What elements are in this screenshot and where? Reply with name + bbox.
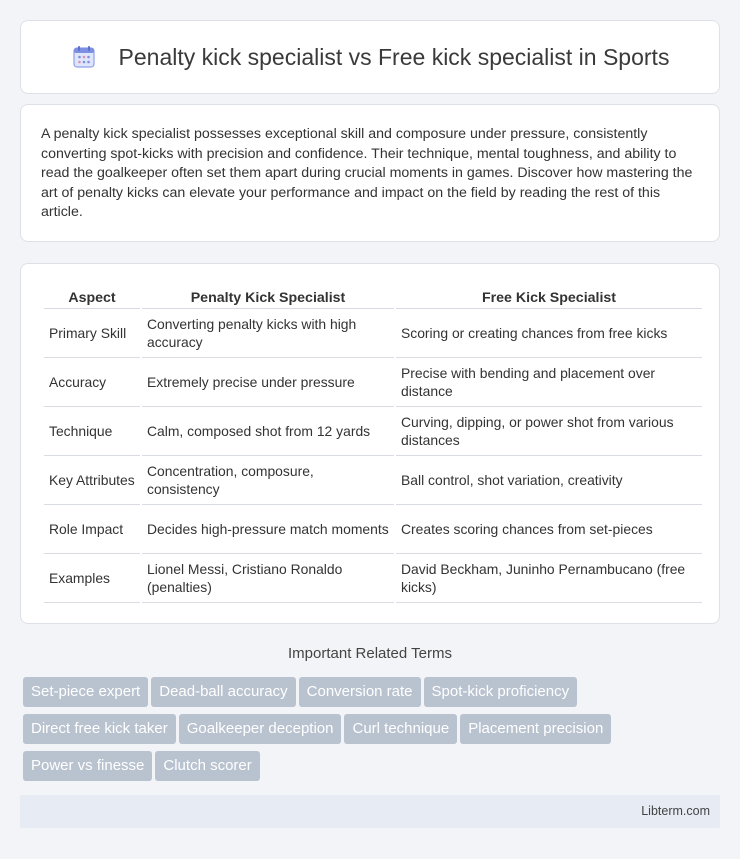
related-term-tag[interactable]: Goalkeeper deception bbox=[179, 714, 342, 744]
table-row bbox=[44, 554, 702, 603]
footer bbox=[20, 795, 720, 828]
column-header-penalty: Penalty Kick Specialist bbox=[142, 288, 394, 309]
table-cell: Role Impact bbox=[44, 505, 140, 554]
intro-text: A penalty kick specialist possesses exceptional skill and composure under pressure, consistently converting spot-kicks with precision and confidence. Their technique, mental toughness, and ability to read the goalkeeper often set them apart during crucial moments in games. Discover how mastering the art of penalty kicks can elevate your performance and impact on the field by reading the rest of this article. bbox=[41, 126, 693, 220]
table-row bbox=[44, 407, 702, 456]
related-term-tag[interactable]: Direct free kick taker bbox=[23, 714, 176, 744]
table-cell: Lionel Messi, Cristiano Ronaldo (penalties) bbox=[142, 554, 394, 603]
related-term-tag[interactable]: Spot-kick proficiency bbox=[424, 677, 578, 707]
related-term-tag[interactable]: Clutch scorer bbox=[155, 751, 259, 781]
table-cell: Converting penalty kicks with high accuracy bbox=[142, 309, 394, 358]
table-cell: Creates scoring chances from set-pieces bbox=[396, 505, 702, 554]
table-cell: Examples bbox=[44, 554, 140, 603]
page-title: Penalty kick specialist vs Free kick specialist in Sports bbox=[118, 43, 670, 70]
table-row bbox=[44, 456, 702, 505]
table-cell: Calm, composed shot from 12 yards bbox=[142, 407, 394, 456]
related-term-tag[interactable]: Set-piece expert bbox=[23, 677, 148, 707]
column-header-aspect: Aspect bbox=[44, 288, 140, 309]
table-cell: Ball control, shot variation, creativity bbox=[396, 456, 702, 505]
table-cell: Accuracy bbox=[44, 358, 140, 407]
table-cell: Concentration, composure, consistency bbox=[142, 456, 394, 505]
table-cell: David Beckham, Juninho Pernambucano (free kicks) bbox=[396, 554, 702, 603]
document-grid-icon bbox=[71, 44, 97, 70]
related-term-tag[interactable]: Curl technique bbox=[344, 714, 457, 744]
table-row bbox=[44, 505, 702, 554]
table-cell: Extremely precise under pressure bbox=[142, 358, 394, 407]
table-cell: Scoring or creating chances from free kicks bbox=[396, 309, 702, 358]
intro-card bbox=[20, 104, 720, 242]
footer-site-link[interactable]: Libterm.com bbox=[641, 804, 710, 818]
related-term-tag[interactable]: Conversion rate bbox=[299, 677, 421, 707]
comparison-table-card bbox=[20, 263, 720, 624]
related-term-tag[interactable]: Placement precision bbox=[460, 714, 611, 744]
table-cell: Technique bbox=[44, 407, 140, 456]
table-cell: Key Attributes bbox=[44, 456, 140, 505]
table-row bbox=[44, 309, 702, 358]
table-row bbox=[44, 358, 702, 407]
table-header-row bbox=[44, 288, 702, 309]
column-header-freekick: Free Kick Specialist bbox=[396, 288, 702, 309]
related-terms-tags bbox=[23, 677, 723, 788]
related-terms-title: Important Related Terms bbox=[288, 645, 452, 662]
table-cell: Curving, dipping, or power shot from various distances bbox=[396, 407, 702, 456]
table-cell: Precise with bending and placement over distance bbox=[396, 358, 702, 407]
related-term-tag[interactable]: Dead-ball accuracy bbox=[151, 677, 295, 707]
comparison-table bbox=[42, 288, 704, 603]
related-term-tag[interactable]: Power vs finesse bbox=[23, 751, 152, 781]
table-cell: Primary Skill bbox=[44, 309, 140, 358]
table-cell: Decides high-pressure match moments bbox=[142, 505, 394, 554]
header-card bbox=[20, 20, 720, 94]
